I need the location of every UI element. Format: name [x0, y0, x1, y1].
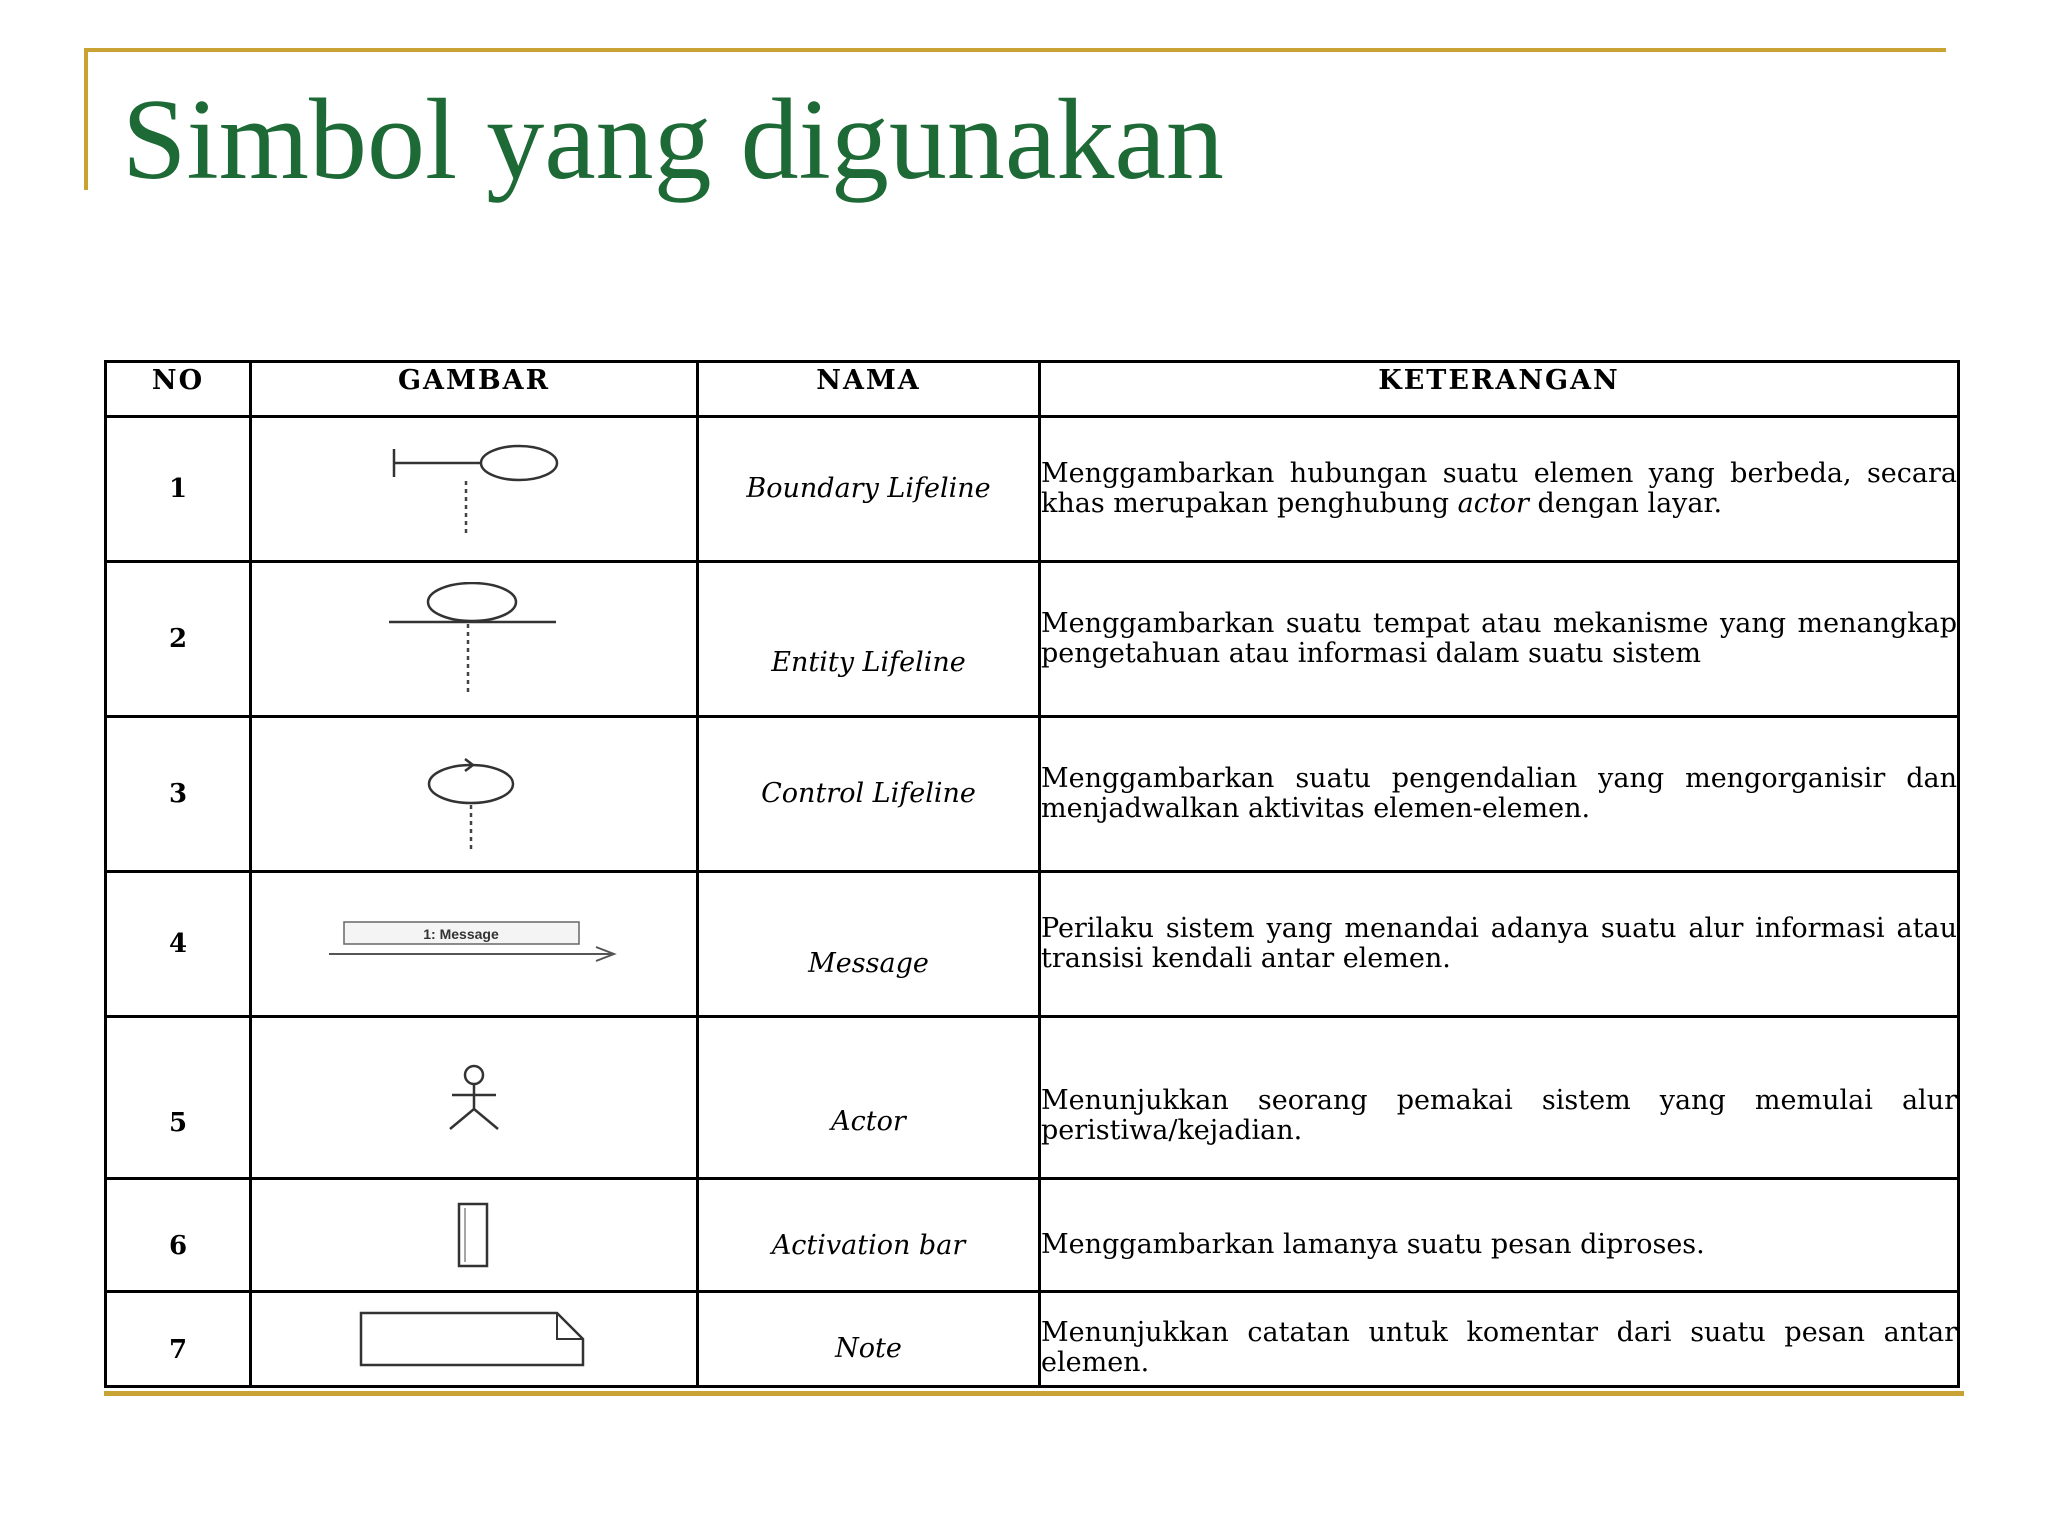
gambar-cell — [251, 417, 698, 562]
keterangan-text: Menggambarkan hubungan suatu elemen yang berbeda, secara khas merupakan penghubung — [1041, 458, 1957, 519]
note-icon — [357, 1309, 592, 1369]
header-gambar: GAMBAR — [251, 362, 698, 417]
gambar-cell — [251, 717, 698, 872]
table-row — [106, 562, 1959, 717]
gambar-cell — [251, 1292, 698, 1387]
gambar-cell — [251, 1017, 698, 1179]
table-row — [106, 717, 1959, 872]
header-no: NO — [106, 362, 251, 417]
nama-cell: Note — [698, 1292, 1040, 1387]
keterangan-cell: Perilaku sistem yang menandai adanya suatu alur informasi atau transisi kendali antar elemen. — [1040, 872, 1959, 1017]
row-number: 7 — [106, 1292, 251, 1387]
entity-lifeline-icon — [384, 582, 564, 697]
row-number: 3 — [106, 717, 251, 872]
control-lifeline-icon — [419, 737, 529, 852]
nama-cell: Control Lifeline — [698, 717, 1040, 872]
bottom-accent-rule — [104, 1391, 1964, 1396]
nama-cell: Message — [698, 872, 1040, 1017]
nama-cell: Entity Lifeline — [698, 562, 1040, 717]
keterangan-cell: Menunjukkan catatan untuk komentar dari suatu pesan antar elemen. — [1040, 1292, 1959, 1387]
keterangan-emphasis: actor — [1457, 488, 1529, 519]
table-row — [106, 1017, 1959, 1179]
symbol-table — [104, 360, 1960, 1388]
symbol-table-container — [104, 360, 1957, 1388]
table-row — [106, 872, 1959, 1017]
table-row — [106, 1179, 1959, 1292]
row-number: 4 — [106, 872, 251, 1017]
side-accent-rule — [84, 48, 88, 190]
row-number: 5 — [106, 1017, 251, 1179]
nama-cell: Activation bar — [698, 1179, 1040, 1292]
nama-cell: Boundary Lifeline — [698, 417, 1040, 562]
table-header-row — [106, 362, 1959, 417]
table-row — [106, 1292, 1959, 1387]
row-number: 1 — [106, 417, 251, 562]
activation-bar-icon — [454, 1200, 494, 1270]
gambar-cell — [251, 872, 698, 1017]
keterangan-cell: Menunjukkan seorang pemakai sistem yang memulai alur peristiwa/kejadian. — [1040, 1017, 1959, 1179]
nama-cell: Actor — [698, 1017, 1040, 1179]
boundary-lifeline-icon — [369, 439, 579, 539]
row-number: 6 — [106, 1179, 251, 1292]
keterangan-text-end: dengan layar. — [1528, 488, 1723, 519]
keterangan-cell — [1040, 417, 1959, 562]
slide-title: Simbol yang digunakan — [122, 76, 1224, 204]
keterangan-cell: Menggambarkan lamanya suatu pesan diproses. — [1040, 1179, 1959, 1292]
actor-stick-figure-icon — [434, 1063, 514, 1133]
table-row — [106, 417, 1959, 562]
message-label: 1: Message — [423, 926, 499, 942]
gambar-cell — [251, 1179, 698, 1292]
row-number: 2 — [106, 562, 251, 717]
header-keterangan: KETERANGAN — [1040, 362, 1959, 417]
header-nama: NAMA — [698, 362, 1040, 417]
gambar-cell — [251, 562, 698, 717]
keterangan-cell: Menggambarkan suatu tempat atau mekanisme yang menangkap pengetahuan atau informasi dalam suatu sistem — [1040, 562, 1959, 717]
keterangan-cell: Menggambarkan suatu pengendalian yang mengorganisir dan menjadwalkan aktivitas elemen-elemen. — [1040, 717, 1959, 872]
message-arrow-icon — [324, 914, 624, 974]
top-accent-rule — [84, 48, 1946, 52]
